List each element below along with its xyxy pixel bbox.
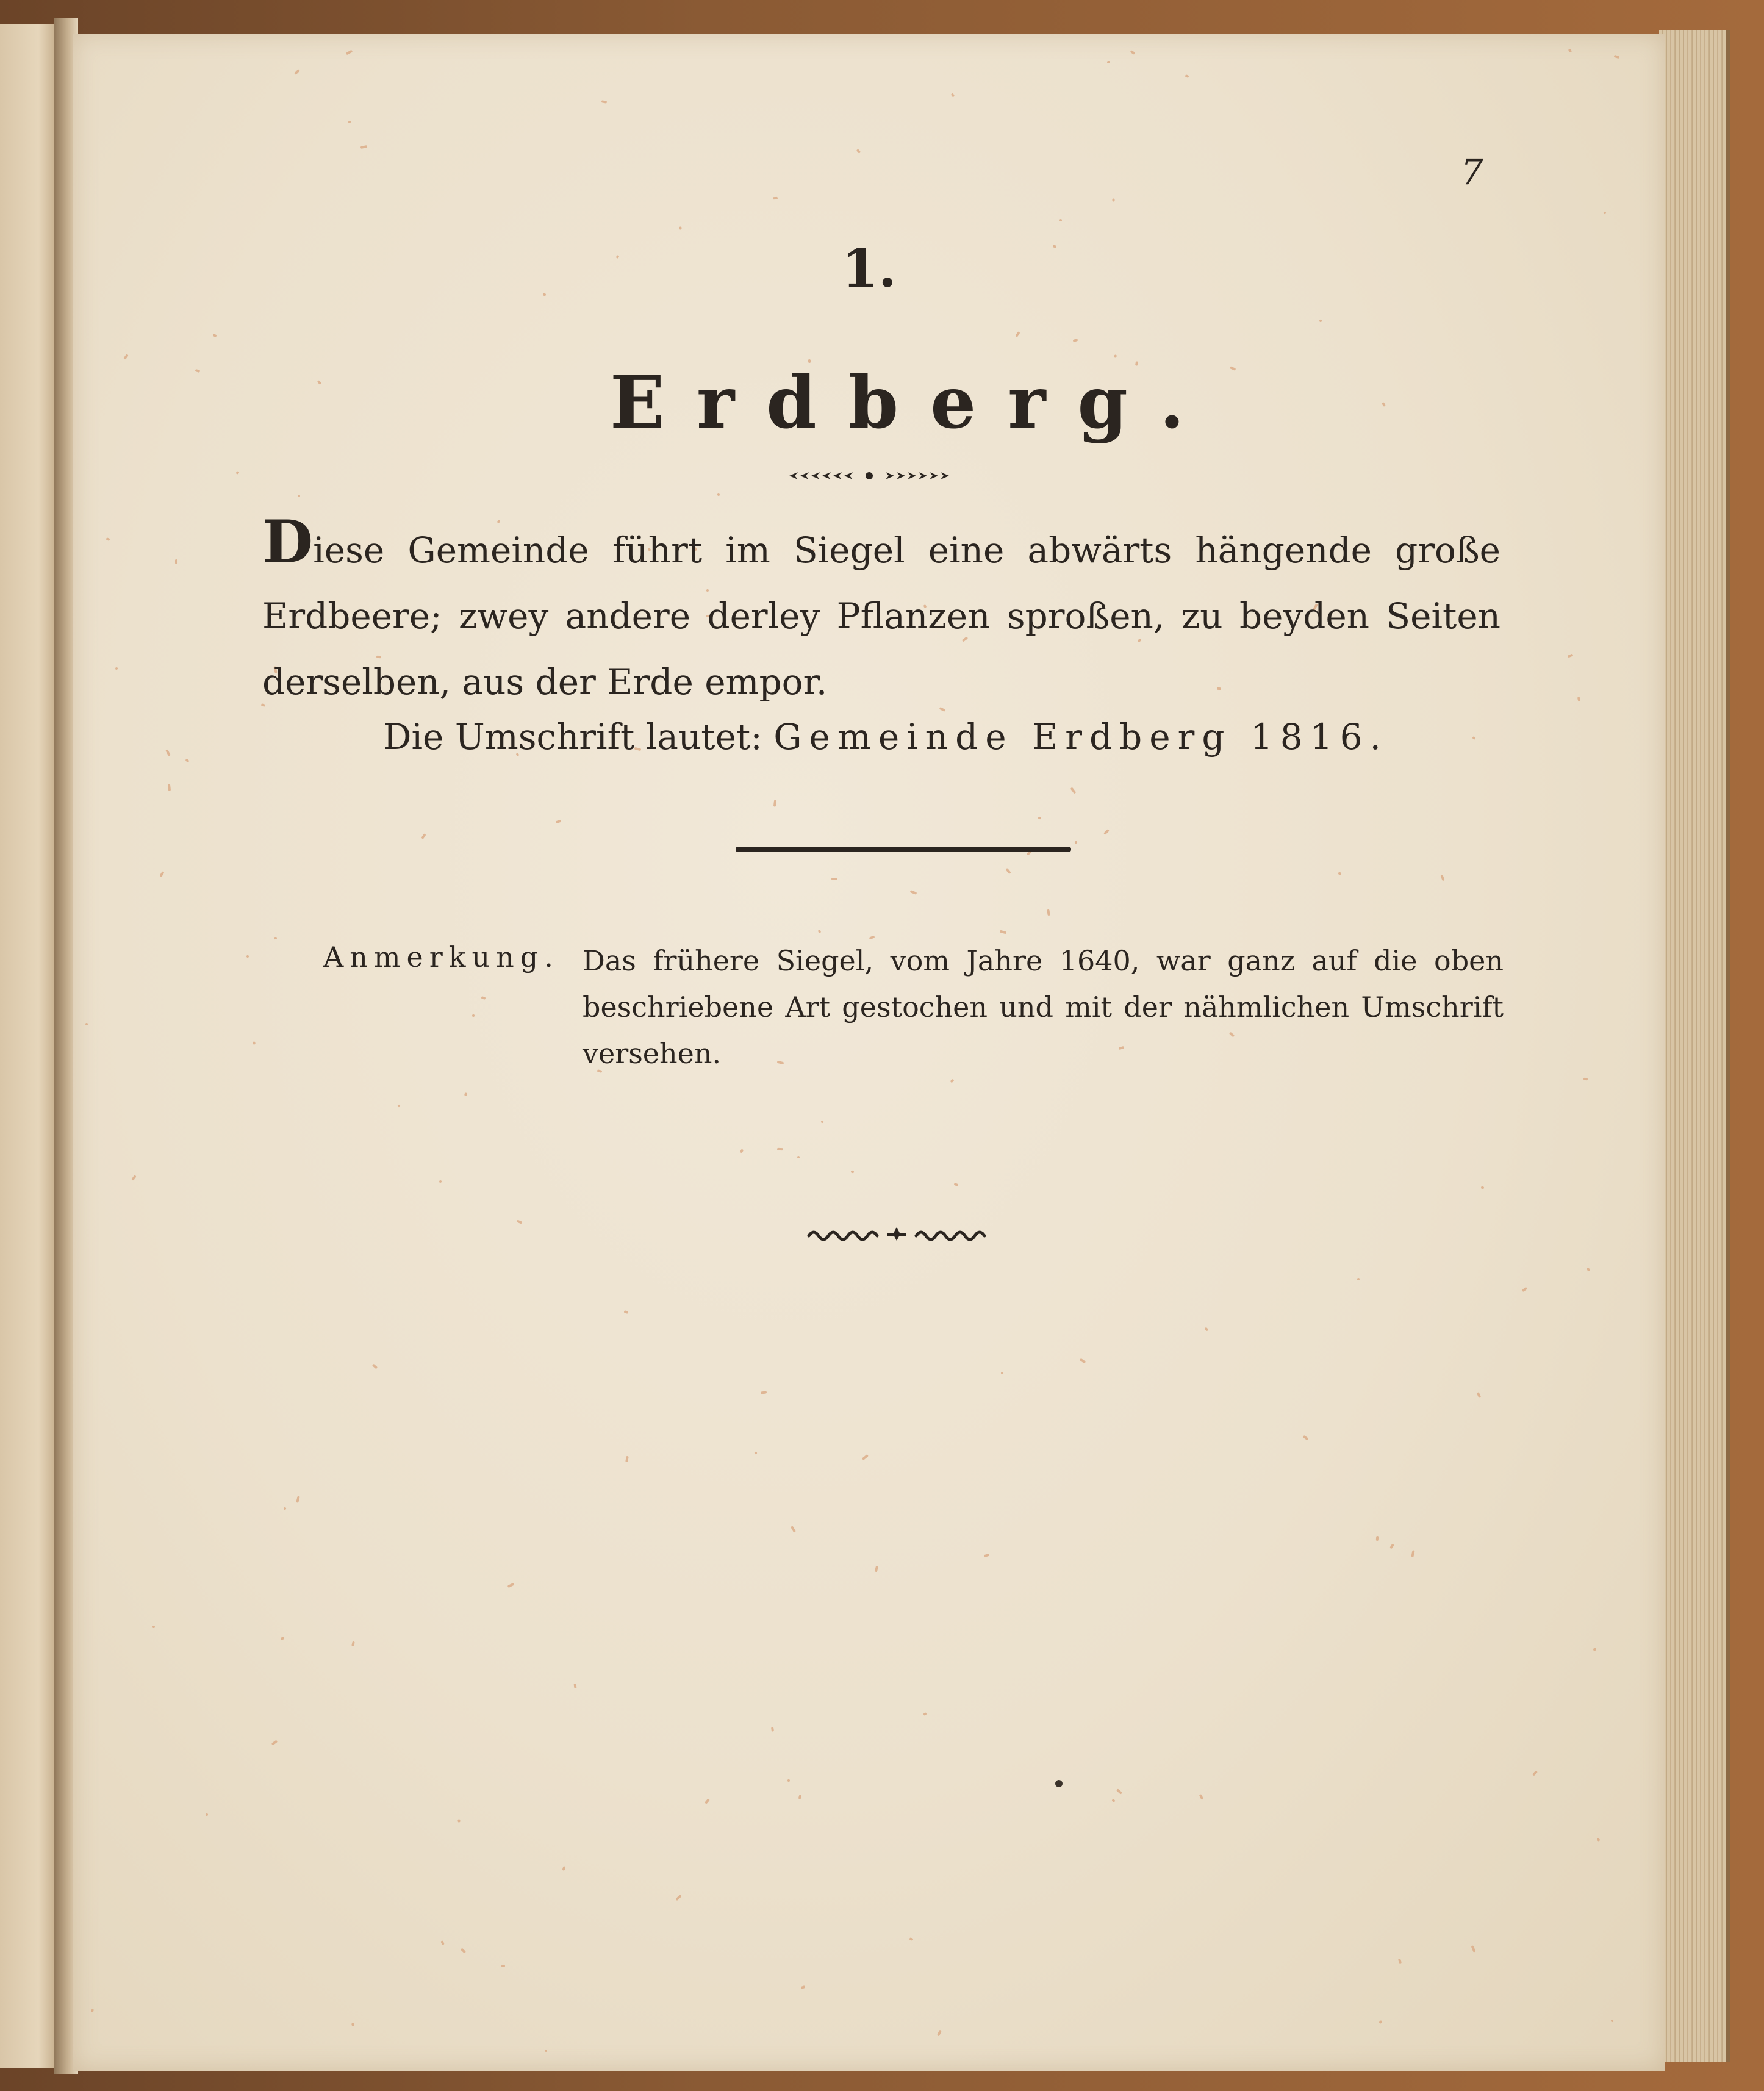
paper-fleck [1472,736,1475,740]
paper-fleck [1593,1648,1597,1651]
paper-fleck [771,1727,774,1732]
paper-fleck [1568,653,1574,658]
paper-fleck [168,784,171,791]
paper-fleck [1577,697,1580,701]
paper-fleck [923,1712,927,1716]
paper-fleck [818,930,822,933]
ornament-divider-icon [787,468,952,483]
paper-fleck [115,667,118,670]
paper-fleck [1338,872,1342,875]
paper-fleck [1382,402,1386,407]
paper-fleck [274,937,278,940]
paper-fleck [1112,198,1114,201]
paper-fleck [773,197,778,200]
paper-fleck [294,69,300,75]
paper-fleck [562,1866,566,1871]
paper-fleck [440,1940,445,1945]
paper-fleck [360,145,368,149]
paper-fleck [271,1740,278,1745]
paper-fleck [131,1175,137,1181]
paper-fleck [909,1937,914,1940]
paper-fleck [464,1092,467,1096]
paper-fleck [1603,211,1607,215]
paper-fleck [507,1583,515,1588]
paper-fleck [1230,366,1236,371]
paper-fleck [740,1149,744,1153]
paper-fleck [850,1170,854,1173]
paper-fleck [185,759,189,763]
inscription-lead: Die Umschrift lautet: [383,716,762,758]
paper-fleck [787,1779,791,1782]
note-label: Anmerkung. [323,941,559,974]
paper-fleck [1005,868,1011,874]
paper-fleck [85,1023,88,1026]
paper-fleck [801,1985,806,1989]
paper-fleck [831,878,837,880]
paper-fleck [910,890,917,895]
paper-fleck [1614,55,1620,59]
paper-fleck [1107,61,1110,63]
paper-fleck [348,121,351,124]
inscription-line [383,712,1388,761]
paper-fleck [1038,816,1042,819]
paper-fleck [1319,319,1322,322]
paper-fleck [542,293,546,296]
paper-fleck [950,1078,954,1083]
body-paragraph [262,508,1500,715]
paper-fleck [773,800,776,806]
paper-fleck [1303,1435,1309,1441]
page-number: 7 [1461,151,1483,193]
paper-fleck [1379,2020,1382,2024]
paper-fleck [397,1104,401,1108]
end-ornament-icon [805,1225,988,1243]
paper-fleck [472,1014,475,1017]
paper-fleck [1568,48,1572,52]
paper-fleck [212,334,217,337]
paper-fleck [615,255,619,259]
paper-fleck [481,996,486,1000]
paper-fleck [717,493,720,496]
paper-fleck [1130,50,1136,55]
paper-fleck [1080,1358,1086,1364]
ink-speck [1055,1780,1063,1787]
paper-fleck [175,559,177,564]
paper-fleck [625,1456,629,1463]
left-page-edge [0,24,57,2068]
paper-fleck [246,955,249,958]
paper-fleck [1481,1186,1485,1189]
paper-fleck [1532,1770,1538,1776]
paper-fleck [1001,1372,1003,1374]
paper-fleck [1074,841,1077,844]
paper-fleck [283,1507,286,1510]
paper-fleck [235,471,239,475]
paper-fleck [1103,829,1110,835]
paper-fleck [556,820,562,823]
paper-fleck [1000,930,1007,934]
paper-fleck [798,1795,802,1799]
paper-fleck [106,537,110,541]
paper-fleck [1185,74,1189,78]
page-edges [1659,30,1730,2062]
paper-fleck [875,1566,878,1573]
paper-fleck [152,1626,155,1628]
paper-fleck [1440,875,1444,881]
paper-fleck [91,2009,95,2012]
paper-fleck [1047,909,1050,916]
paper-fleck [1477,1392,1482,1398]
section-number: 1. [842,238,897,299]
paper-fleck [797,1155,800,1158]
paper-fleck [421,833,426,839]
paper-fleck [281,1637,285,1640]
paper-fleck [439,1180,442,1183]
paper-fleck [165,749,171,756]
paper-fleck [1596,1838,1600,1842]
paper-fleck [1113,354,1117,358]
paper-fleck [954,1183,959,1186]
paper-fleck [372,1364,378,1369]
paper-fleck [1070,787,1077,794]
paper-fleck [298,495,301,498]
paper-fleck [1015,331,1020,337]
paper-fleck [1522,1287,1528,1293]
paper-fleck [675,1895,682,1901]
horizontal-rule [736,847,1071,852]
paper-fleck [461,1948,466,1953]
paper-fleck [1199,1794,1204,1800]
paper-fleck [1587,1267,1590,1271]
paper-fleck [1389,1544,1394,1549]
paper-fleck [1116,1788,1122,1795]
body-paragraph-text: iese Gemeinde führt im Siegel eine abwärts hängende große Erdbeere; zwey andere derley Pflanzen sproßen, zu beyden Seiten derselben, aus der Erde empor. [262,529,1500,703]
paper-fleck [856,149,861,154]
paper-fleck [195,369,201,373]
page-title: Erdberg. [610,360,1216,445]
paper-fleck [624,1310,629,1314]
paper-fleck [1471,1945,1476,1953]
paper-fleck [951,93,955,97]
paper-fleck [123,354,129,360]
paper-fleck [820,1120,823,1123]
paper-fleck [601,100,608,104]
paper-fleck [317,380,322,385]
paper-fleck [545,2050,547,2052]
paper-fleck [517,1219,523,1224]
paper-fleck [1205,1327,1209,1331]
paper-fleck [1073,339,1078,342]
paper-fleck [253,1041,256,1045]
paper-fleck [705,1798,710,1804]
paper-fleck [351,1641,355,1647]
paper-fleck [679,226,681,229]
paper-fleck [351,2023,354,2026]
paper-fleck [457,1819,461,1822]
paper-fleck [1583,1078,1588,1081]
paper-fleck [1111,1799,1115,1802]
paper-fleck [862,1454,869,1460]
paper-fleck [1053,245,1057,248]
inscription-legend: Gemeinde Erdberg 1816. [773,716,1388,758]
paper-fleck [1059,218,1062,221]
paper-fleck [1610,2019,1614,2023]
paper-fleck [573,1684,576,1688]
paper-fleck [791,1526,796,1533]
paper-fleck [296,1496,300,1503]
paper-fleck [1376,1536,1379,1541]
note-text: Das frühere Siegel, vom Jahre 1640, war ganz auf die oben beschriebene Art gestochen und mit der nähmlichen Umschrift versehen. [583,944,1504,1070]
paper-fleck [501,1965,505,1967]
paper-fleck [1357,1278,1360,1280]
paper-fleck [346,50,353,56]
paper-fleck [777,1148,783,1151]
paper-fleck [984,1554,990,1557]
paper-fleck [761,1391,767,1394]
paper-fleck [1411,1550,1414,1557]
paper-fleck [1398,1959,1402,1964]
paper-fleck [937,2030,942,2037]
paper-fleck [159,871,164,877]
paper-fleck [754,1451,758,1455]
paper-fleck [206,1813,209,1817]
drop-initial: D [262,508,314,576]
